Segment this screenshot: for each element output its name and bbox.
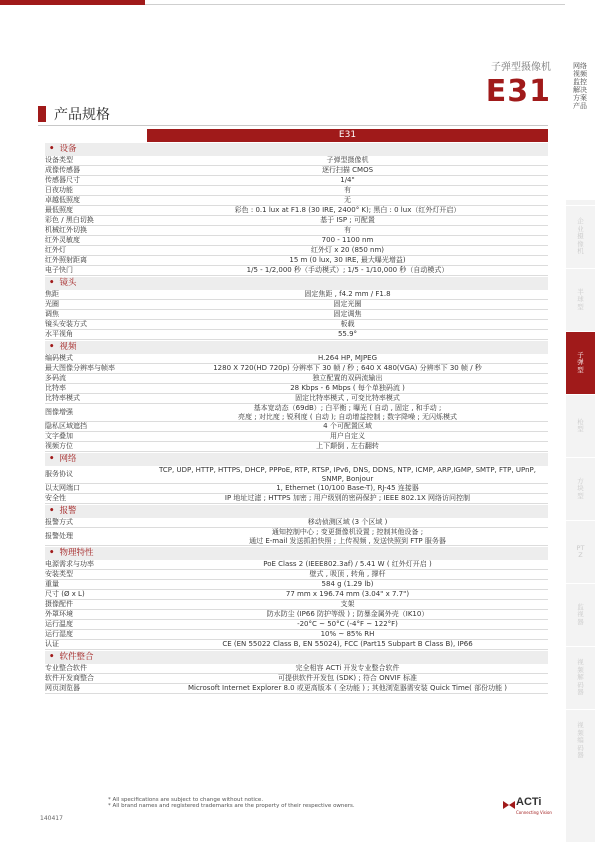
- spec-label: 软件开发商整合: [45, 674, 94, 682]
- side-nav-title: 网络视频监控解决方案产品: [573, 62, 587, 110]
- spec-row: [45, 422, 548, 432]
- spec-row: [45, 320, 548, 330]
- spec-value: 28 Kbps - 6 Mbps ( 每个单独码流 ): [290, 384, 405, 392]
- side-tab-label: 方块型: [577, 476, 584, 500]
- spec-row: [45, 528, 548, 546]
- spec-row: [45, 176, 548, 186]
- spec-row: [45, 216, 548, 226]
- spec-row: [45, 560, 548, 570]
- side-tab[interactable]: [566, 457, 595, 520]
- spec-label: 图像增强: [45, 408, 73, 417]
- spec-label: 运行湿度: [45, 630, 73, 638]
- bullet-icon: •: [49, 342, 55, 352]
- spec-row: [45, 290, 548, 300]
- side-tab-label: 监视器: [577, 602, 584, 626]
- spec-category-title: 视频: [59, 342, 77, 352]
- spec-label: 服务协议: [45, 470, 73, 479]
- top-accent-bar: [0, 0, 145, 5]
- spec-label: 最低照度: [45, 206, 73, 214]
- spec-label: 外罩环境: [45, 610, 73, 618]
- spec-row: [45, 384, 548, 394]
- bullet-icon: •: [49, 506, 55, 516]
- spec-value: 固定焦距 , f4.2 mm / F1.8: [304, 290, 391, 298]
- spec-value: 用户自定义: [330, 432, 365, 440]
- spec-value: 无: [344, 196, 351, 204]
- spec-row: [45, 364, 548, 374]
- product-type: 子弹型摄像机: [491, 62, 551, 73]
- spec-value: -20°C ~ 50°C (-4°F ~ 122°F): [297, 620, 398, 628]
- spec-row: [45, 404, 548, 422]
- spec-value: 有: [344, 226, 351, 234]
- spec-row: [45, 394, 548, 404]
- spec-value: IP 地址过滤 ; HTTPS 加密 ; 用户级别的密码保护 ; IEEE 802.1X 网络访问控制: [224, 494, 471, 502]
- spec-row: [45, 442, 548, 452]
- spec-label: 卓越低照度: [45, 196, 80, 204]
- spec-label: 电源需求与功率: [45, 560, 94, 568]
- logo-tagline: Connecting Vision: [516, 810, 552, 815]
- spec-row: [45, 664, 548, 674]
- spec-category: [45, 143, 548, 156]
- spec-value: Microsoft Internet Explorer 8.0 或更高版本 ( 全功能 ) ; 其他浏览器需安装 Quick Time( 部份功能 ): [187, 684, 508, 692]
- spec-label: 重量: [45, 580, 59, 588]
- spec-label: 安全性: [45, 494, 66, 502]
- bullet-icon: •: [49, 144, 55, 154]
- side-tab[interactable]: [566, 520, 595, 583]
- spec-row: [45, 226, 548, 236]
- spec-label: 专业整合软件: [45, 664, 87, 672]
- spec-category: [45, 341, 548, 354]
- spec-label: 设备类型: [45, 156, 73, 164]
- spec-value: 支架: [340, 600, 355, 608]
- logo-name: ACTi: [516, 796, 542, 808]
- spec-label: 文字叠加: [45, 432, 73, 440]
- footnote: * All brand names and registered trademarks are the property of their respective owners.: [108, 803, 355, 809]
- spec-value: CE (EN 55022 Class B, EN 55024), FCC (Part15 Subpart B Class B), IP66: [222, 640, 473, 648]
- spec-value: 子弹型摄像机: [326, 156, 369, 164]
- spec-label: 安装类型: [45, 570, 73, 578]
- spec-row: [45, 196, 548, 206]
- side-tab-label: 半球型: [577, 287, 584, 311]
- bullet-icon: •: [49, 454, 55, 464]
- spec-value: 584 g (1.29 lb): [321, 580, 374, 588]
- spec-category-title: 镜头: [59, 278, 77, 288]
- spec-category-title: 报警: [59, 506, 77, 516]
- spec-row: [45, 640, 548, 650]
- spec-category: [45, 505, 548, 518]
- spec-value: 可提供软件开发包 (SDK) ; 符合 ONVIF 标准: [278, 674, 417, 682]
- spec-label: 运行温度: [45, 620, 73, 628]
- spec-value: 防水防尘 (IP66 防护等级 ) ; 防暴金属外壳（IK10）: [266, 610, 429, 618]
- spec-row: [45, 674, 548, 684]
- spec-label: 认证: [45, 640, 59, 648]
- spec-value: 固定光圈: [333, 300, 362, 308]
- side-tab-label: 企业摄像机: [577, 217, 584, 256]
- spec-value: 有: [344, 186, 351, 194]
- spec-row: [45, 266, 548, 276]
- spec-row: [45, 206, 548, 216]
- spec-value: 移动侦测区域 (3 个区域 ): [307, 518, 388, 526]
- side-tab[interactable]: [566, 583, 595, 646]
- spec-label: 报警方式: [45, 518, 73, 526]
- spec-label: 比特率: [45, 384, 66, 392]
- spec-row: [45, 236, 548, 246]
- section-rule: [38, 125, 548, 126]
- spec-value: 1, Ethernet (10/100 Base-T), RJ-45 连接器: [276, 484, 419, 492]
- spec-row: [45, 354, 548, 364]
- side-tab[interactable]: [566, 646, 595, 709]
- spec-model-header: E31: [147, 129, 548, 142]
- top-rule: [145, 4, 565, 5]
- spec-category-title: 设备: [59, 144, 77, 154]
- section-marker: [38, 106, 46, 122]
- spec-label: 机械红外切换: [45, 226, 87, 234]
- spec-category: [45, 277, 548, 290]
- spec-value: 壁式 , 吸顶 , 转角 , 撑杆: [309, 570, 386, 578]
- spec-row: [45, 630, 548, 640]
- spec-value: 固定比特率模式 , 可变比特率模式: [295, 394, 400, 402]
- side-tab-label: PTZ: [576, 543, 585, 559]
- spec-label: 视频方位: [45, 442, 73, 450]
- spec-category-title: 软件整合: [59, 652, 94, 662]
- spec-row: [45, 310, 548, 320]
- spec-value: 1/5 - 1/2,000 秒（手动模式）; 1/5 - 1/10,000 秒（自动模式）: [246, 266, 449, 274]
- spec-value: 彩色 : 0.1 lux at F1.8 (30 IRE, 2400° K); 黑白 : 0 lux（红外灯开启）: [234, 206, 461, 214]
- spec-value: 基于 ISP ; 可配置: [320, 216, 375, 224]
- side-tab[interactable]: [566, 331, 595, 394]
- spec-label: 比特率模式: [45, 394, 80, 402]
- spec-label: 隐私区域遮挡: [45, 422, 87, 430]
- spec-label: 网页浏览器: [45, 684, 80, 692]
- spec-row: [45, 600, 548, 610]
- spec-label: 成像传感器: [45, 166, 80, 174]
- side-tab[interactable]: [566, 709, 595, 772]
- logo-mark-icon: [503, 799, 515, 811]
- spec-label: 报警处理: [45, 532, 73, 541]
- side-tab-label: 枪型: [577, 417, 584, 433]
- spec-row: [45, 330, 548, 340]
- spec-label: 尺寸 (Ø x L): [45, 590, 85, 598]
- spec-value: 77 mm x 196.74 mm (3.04" x 7.7"): [285, 590, 410, 598]
- spec-row: [45, 186, 548, 196]
- spec-label: 红外灵敏度: [45, 236, 80, 244]
- spec-label: 焦距: [45, 290, 59, 298]
- spec-label: 编码模式: [45, 354, 73, 362]
- spec-category: [45, 651, 548, 664]
- spec-label: 彩色 / 黑白切换: [45, 216, 94, 224]
- bullet-icon: •: [49, 278, 55, 288]
- spec-label: 电子快门: [45, 266, 73, 274]
- spec-category-title: 网络: [59, 454, 77, 464]
- spec-row: [45, 570, 548, 580]
- spec-value: 板载: [340, 320, 355, 328]
- side-tab-label: 子弹型: [577, 350, 584, 374]
- spec-row: [45, 610, 548, 620]
- spec-value: 上下颠倒 , 左右翻转: [316, 442, 379, 450]
- spec-row: [45, 620, 548, 630]
- spec-row: [45, 518, 548, 528]
- document-code: 140417: [40, 815, 63, 822]
- spec-value: 10% ~ 85% RH: [320, 630, 375, 638]
- model-name: E31: [485, 74, 551, 109]
- spec-row: [45, 590, 548, 600]
- spec-value: 4 个可配置区域: [323, 422, 372, 430]
- spec-value: 1/4": [340, 176, 355, 184]
- spec-row: [45, 166, 548, 176]
- side-tab-label: 视频解码器: [577, 658, 584, 697]
- spec-label: 镜头安装方式: [45, 320, 87, 328]
- spec-category: [45, 547, 548, 560]
- spec-row: [45, 684, 548, 694]
- spec-label: 红外照射距离: [45, 256, 87, 264]
- side-tab[interactable]: [566, 205, 595, 268]
- spec-row: [45, 256, 548, 266]
- spec-label: 以太网端口: [45, 484, 80, 492]
- spec-category-title: 物理特性: [59, 548, 94, 558]
- spec-label: 水平视角: [45, 330, 73, 338]
- spec-value: 逐行扫描 CMOS: [321, 166, 374, 174]
- spec-category: [45, 453, 548, 466]
- spec-row: [45, 432, 548, 442]
- spec-table: [45, 129, 548, 694]
- spec-value: 通知控制中心 ; 变更摄像机设置 ; 控制其他设备 ; 通过 E-mail 发送抓拍快照 ; 上传视频 , 发送快照到 FTP 服务器: [249, 528, 446, 545]
- spec-label: 传感器尺寸: [45, 176, 80, 184]
- spec-value: 固定调焦: [333, 310, 362, 318]
- spec-row: [45, 246, 548, 256]
- spec-label: 最大图像分辨率与帧率: [45, 364, 115, 372]
- spec-row: [45, 580, 548, 590]
- spec-row: [45, 484, 548, 494]
- acti-logo: [503, 796, 552, 826]
- spec-row: [45, 466, 548, 484]
- spec-value: H.264 HP, MJPEG: [317, 354, 378, 362]
- spec-value: 55.9°: [337, 330, 358, 338]
- spec-label: 摄像配件: [45, 600, 73, 608]
- spec-label: 光圈: [45, 300, 59, 308]
- side-tab-label: 视频编码器: [577, 721, 584, 760]
- spec-value: 700 - 1100 nm: [321, 236, 374, 244]
- spec-row: [45, 374, 548, 384]
- spec-value: 独立配置的双码流输出: [312, 374, 383, 382]
- bullet-icon: •: [49, 548, 55, 558]
- side-tab[interactable]: [566, 268, 595, 331]
- spec-value: 红外灯 x 20 (850 nm): [310, 246, 385, 254]
- spec-value: PoE Class 2 (IEEE802.3af) / 5.41 W ( 红外灯开启 ): [263, 560, 432, 568]
- section-title: 产品规格: [54, 107, 110, 123]
- spec-label: 日夜功能: [45, 186, 73, 194]
- spec-value: 1280 X 720(HD 720p) 分辨率下 30 帧 / 秒 ; 640 X 480(VGA) 分辨率下 30 帧 / 秒: [213, 364, 482, 372]
- spec-label: 红外灯: [45, 246, 66, 254]
- spec-label: 调焦: [45, 310, 59, 318]
- spec-value: 基本宽动态（69dB）; 白平衡 ; 曝光 ( 自动 , 固定 , 和手动 ; 亮度 ; 对比度 ; 锐利度 ( 自动 ); 自动增益控制 ; 数字降噪 ; 无闪烁模式: [238, 404, 457, 421]
- spec-row: [45, 156, 548, 166]
- bullet-icon: •: [49, 652, 55, 662]
- side-tab[interactable]: [566, 394, 595, 457]
- spec-row: [45, 494, 548, 504]
- spec-row: [45, 300, 548, 310]
- spec-label: 多码流: [45, 374, 66, 382]
- spec-value: 15 m (0 lux, 30 IRE, 最大曝光增益): [289, 256, 406, 264]
- footnote: * All specifications are subject to change without notice.: [108, 797, 264, 803]
- spec-value: TCP, UDP, HTTP, HTTPS, DHCP, PPPoE, RTP, RTSP, IPv6, DNS, DDNS, NTP, ICMP, ARP,IGMP, SMTP, FTP, UPnP, SNMP, Bonjour: [159, 466, 536, 483]
- spec-value: 完全相容 ACTi 开发专业整合软件: [295, 664, 400, 672]
